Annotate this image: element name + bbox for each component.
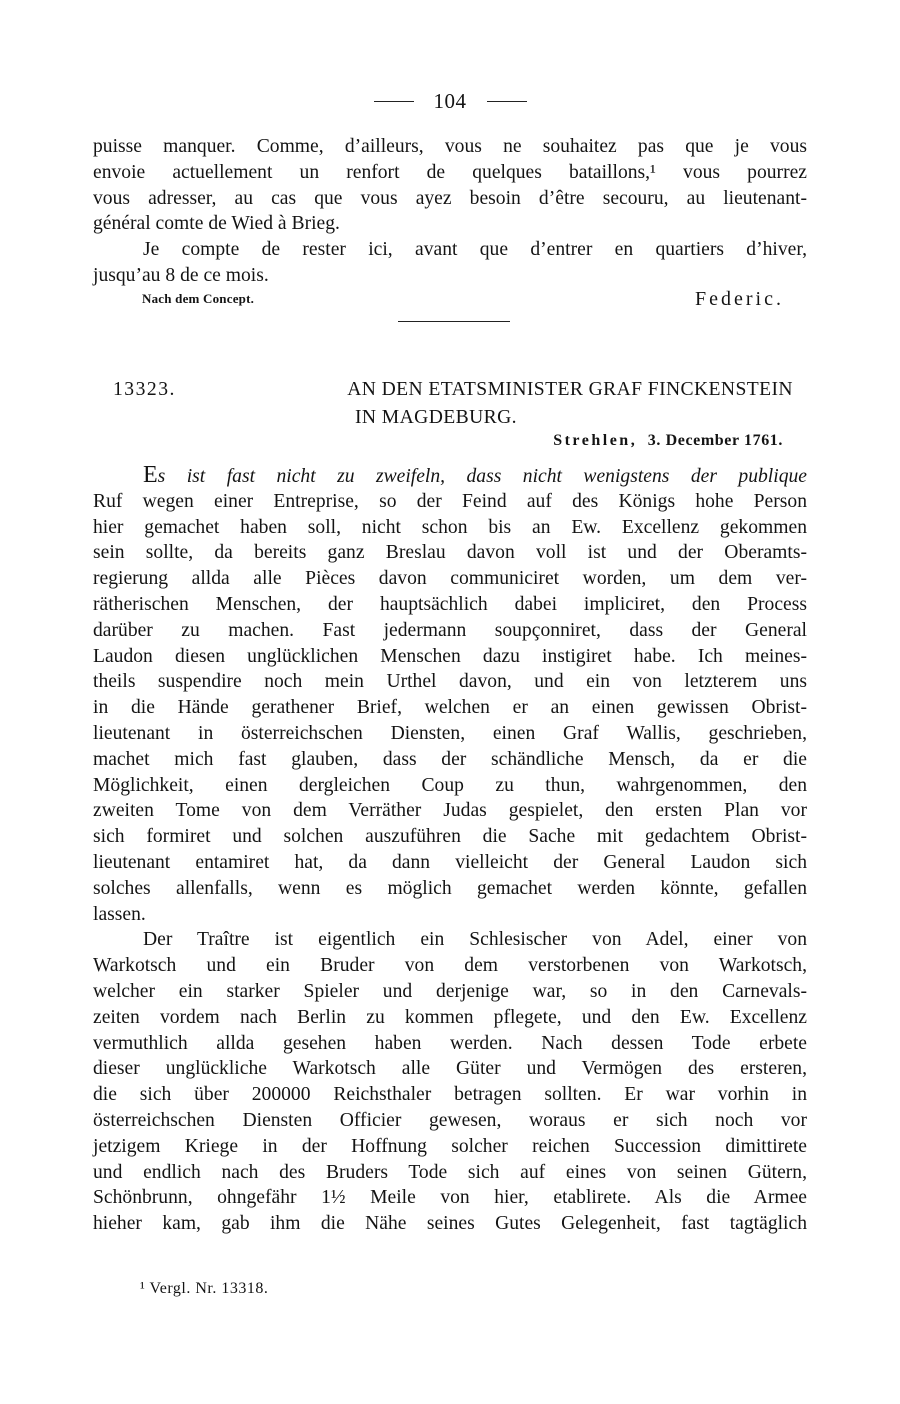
text-line: die sich über 200000 Reichsthaler betragen sollten. Er war vorhin in	[93, 1084, 807, 1106]
text-line: darüber zu machen. Fast jedermann soupçonniret, dass der General	[93, 619, 807, 641]
text-line: in die Hände gerathener Brief, welchen er an einen gewissen Obrist-	[93, 697, 807, 719]
text-line: machet mich fast glauben, dass der schändliche Mensch, da er die	[93, 748, 807, 770]
addressee-location: IN MAGDEBURG.	[355, 407, 517, 428]
section-divider	[398, 321, 510, 322]
footnote: ¹ Vergl. Nr. 13318.	[140, 1280, 269, 1297]
text-line: zweiten Tome von dem Verräther Judas gespielet, den ersten Plan vor	[93, 800, 807, 822]
initial-letter: E	[143, 462, 158, 488]
letter-body	[93, 463, 807, 1237]
text-line: dieser unglückliche Warkotsch alle Güter und Vermögen des ersteren,	[93, 1058, 807, 1080]
text-line: Der Traître ist eigentlich ein Schlesischer von Adel, einer von	[143, 929, 807, 951]
text-line: regierung allda alle Pièces davon communiciret worden, um dem ver-	[93, 568, 807, 590]
page-number: 104	[433, 88, 467, 113]
text-line: hier gemachet haben soll, nicht schon bis an Ew. Excellenz gekommen	[93, 516, 807, 538]
addressee: AN DEN ETATSMINISTER GRAF FINCKENSTEIN	[347, 379, 793, 400]
text-line: vous adresser, au cas que vous ayez besoin d’être secouru, au lieutenant-	[93, 187, 807, 209]
text-line: solches allenfalls, wenn es möglich gemachet werden könnte, gefallen	[93, 877, 807, 899]
text-line: lieutenant in österreichschen Diensten, einen Graf Wallis, geschrieben,	[93, 722, 807, 744]
closing-row	[142, 284, 784, 314]
opening-text: s ist fast nicht zu zweifeln, dass nicht wenigstens der publique	[157, 466, 807, 487]
text-line: welcher ein starker Spieler und derjenige war, so in den Carnevals-	[93, 980, 807, 1002]
text-line: Möglichkeit, einen dergleichen Coup zu thun, wahrgenommen, den	[93, 774, 807, 796]
text-line: Warkotsch und ein Bruder von dem verstorbenen von Warkotsch,	[93, 955, 807, 977]
source-note: Nach dem Concept.	[142, 291, 255, 306]
previous-letter-text	[93, 134, 807, 289]
text-line: puisse manquer. Comme, d’ailleurs, vous ne souhaitez pas que je vous	[93, 136, 807, 157]
text-line: hieher kam, gab ihm die Nähe seines Gutes Gelegenheit, fast tagtäglich	[93, 1213, 807, 1235]
text-line: Laudon diesen unglücklichen Menschen dazu instigiret habe. Ich meines-	[93, 645, 807, 667]
text-line: jusqu’au 8 de ce mois.	[93, 264, 269, 286]
text-line: und endlich nach des Bruders Tode sich auf eines von seinen Gütern,	[93, 1161, 807, 1183]
page-header	[0, 86, 900, 116]
text-line: général comte de Wied à Brieg.	[93, 213, 340, 235]
letter-heading	[113, 376, 793, 432]
text-line: Schönbrunn, ohngefähr 1½ Meile von hier, etablirete. Als die Armee	[93, 1187, 807, 1209]
text-line: österreichschen Diensten Officier gewesen, woraus er sich noch vor	[93, 1109, 807, 1131]
date: 3. December 1761.	[647, 432, 783, 449]
place-date	[553, 428, 783, 454]
text-line: vermuthlich allda gesehen haben werden. Nach dessen Tode erbete	[93, 1032, 807, 1054]
signature: Federic.	[695, 287, 784, 310]
text-line: Je compte de rester ici, avant que d’entrer en quartiers d’hiver,	[143, 239, 807, 261]
place: Strehlen,	[553, 432, 638, 449]
text-line: lassen.	[93, 903, 146, 925]
text-line	[93, 463, 807, 489]
heading-line-1	[113, 376, 793, 404]
header-rule-right	[487, 101, 527, 102]
text-line: Ruf wegen einer Entreprise, so der Feind auf des Königs hohe Person	[93, 490, 807, 512]
text-line: theils suspendire noch mein Urthel davon, und ein von letzterem uns	[93, 671, 807, 693]
text-line: lieutenant entamiret hat, da dann vielleicht der General Laudon sich	[93, 851, 807, 873]
header-rule-left	[374, 101, 414, 102]
text-line: sein sollte, da bereits ganz Breslau davon voll ist und der Oberamts-	[93, 542, 807, 564]
text-line: zeiten vordem nach Berlin zu kommen pflegete, und den Ew. Excellenz	[93, 1006, 807, 1028]
text-line: jetzigem Kriege in der Hoffnung solcher reichen Succession dimittirete	[93, 1135, 807, 1157]
text-line: rätherischen Menschen, der hauptsächlich dabei impliciret, den Process	[93, 593, 807, 615]
text-line: envoie actuellement un renfort de quelques bataillons,¹ vous pourrez	[93, 161, 807, 183]
letter-number: 13323.	[113, 379, 176, 400]
text-line: sich formiret und solchen auszuführen die Sache mit gedachtem Obrist-	[93, 826, 807, 848]
